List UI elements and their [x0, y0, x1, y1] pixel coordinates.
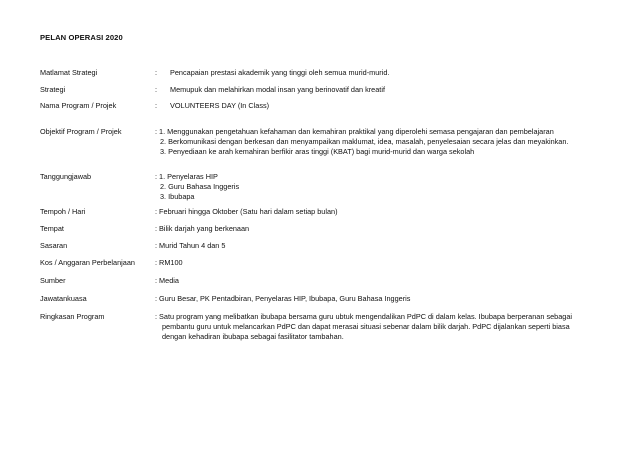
separator-colon: : [155, 68, 158, 77]
value-tanggungjawab [155, 172, 615, 202]
ringkasan-line: dengan kehadiran ibubapa sebagai fasilitator tambahan. [162, 332, 344, 341]
value-kos: : RM100 [155, 258, 183, 267]
ringkasan-line: : Satu program yang melibatkan ibubapa bersama guru ubtuk mengendalikan PdPC di dalam kelas. Ibubapa berperanan sebagai [155, 312, 573, 321]
label-jawatankuasa: Jawatankuasa [40, 294, 87, 303]
objektif-item: : 1. Menggunakan pengetahuan kefahaman dan kemahiran praktikal yang diperolehi semasa pengajaran dan pembelajaran [155, 127, 554, 136]
value-ringkasan [155, 312, 615, 342]
label-tempat: Tempat [40, 224, 64, 233]
ringkasan-line: pembantu guru untuk melancarkan PdPC dan dapat merasai situasi sebenar dalam bilik darjah. PdPC dijalankan seperti biasa [162, 322, 570, 331]
tanggungjawab-item: : 1. Penyelaras HIP [155, 172, 218, 181]
label-tanggungjawab: Tanggungjawab [40, 172, 92, 181]
label-sasaran: Sasaran [40, 241, 68, 250]
value-sasaran: : Murid Tahun 4 dan 5 [155, 241, 226, 250]
value-strategi: Memupuk dan melahirkan modal insan yang berinovatif dan kreatif [170, 85, 385, 94]
label-objektif: Objektif Program / Projek [40, 127, 122, 136]
value-tempoh: : Februari hingga Oktober (Satu hari dalam setiap bulan) [155, 207, 338, 216]
document-title: PELAN OPERASI 2020 [40, 33, 123, 42]
separator-colon: : [155, 101, 158, 110]
label-ringkasan: Ringkasan Program [40, 312, 105, 321]
value-matlamat-strategi: Pencapaian prestasi akademik yang tinggi oleh semua murid-murid. [170, 68, 390, 77]
value-nama-program: VOLUNTEERS DAY (In Class) [170, 101, 270, 110]
value-jawatankuasa: : Guru Besar, PK Pentadbiran, Penyelaras HIP, Ibubapa, Guru Bahasa Inggeris [155, 294, 411, 303]
objektif-item: 3. Penyediaan ke arah kemahiran berfikir aras tinggi (KBAT) bagi murid-murid dan warga sekolah [160, 147, 475, 156]
label-nama-program: Nama Program / Projek [40, 101, 117, 110]
label-matlamat-strategi: Matlamat Strategi [40, 68, 98, 77]
label-kos: Kos / Anggaran Perbelanjaan [40, 258, 135, 267]
label-tempoh: Tempoh / Hari [40, 207, 86, 216]
tanggungjawab-item: 2. Guru Bahasa Inggeris [160, 182, 240, 191]
tanggungjawab-item: 3. Ibubapa [160, 192, 195, 201]
label-strategi: Strategi [40, 85, 66, 94]
label-sumber: Sumber [40, 276, 66, 285]
value-tempat: : Bilik darjah yang berkenaan [155, 224, 250, 233]
value-objektif [155, 127, 615, 157]
objektif-item: 2. Berkomunikasi dengan berkesan dan menyampaikan maklumat, idea, masalah, penyelesaian secara jelas dan meyakinkan. [160, 137, 569, 146]
value-sumber: : Media [155, 276, 179, 285]
separator-colon: : [155, 85, 158, 94]
